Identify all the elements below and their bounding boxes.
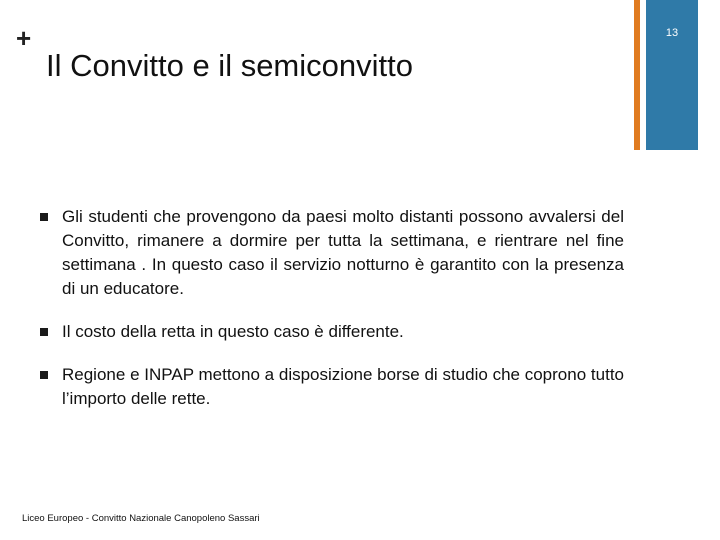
bullet-text: Gli studenti che provengono da paesi molto distanti possono avvalersi del Convitto, rimanere a dormire per tutta la settimana, e rientrare nel fine settimana . In questo caso il servizio notturno è garantito con la presenza di un educatore. — [62, 207, 624, 298]
plus-icon: + — [16, 23, 32, 53]
bullet-item — [40, 320, 624, 344]
square-bullet-icon — [40, 328, 48, 336]
square-bullet-icon — [40, 213, 48, 221]
slide-number: 13 — [665, 27, 679, 39]
square-bullet-icon — [40, 371, 48, 379]
bullet-text: Il costo della retta in questo caso è differente. — [62, 322, 404, 341]
bullet-list — [40, 205, 624, 411]
footer-text: Liceo Europeo - Convitto Nazionale Canopoleno Sassari — [22, 513, 260, 524]
bullet-text: Regione e INPAP mettono a disposizione borse di studio che coprono tutto l’importo delle rette. — [62, 365, 624, 408]
accent-bar-blue — [646, 0, 698, 150]
accent-bar-orange — [634, 0, 640, 150]
bullet-item — [40, 363, 624, 411]
bullet-item — [40, 205, 624, 301]
slide-title: Il Convitto e il semiconvitto — [46, 48, 413, 83]
